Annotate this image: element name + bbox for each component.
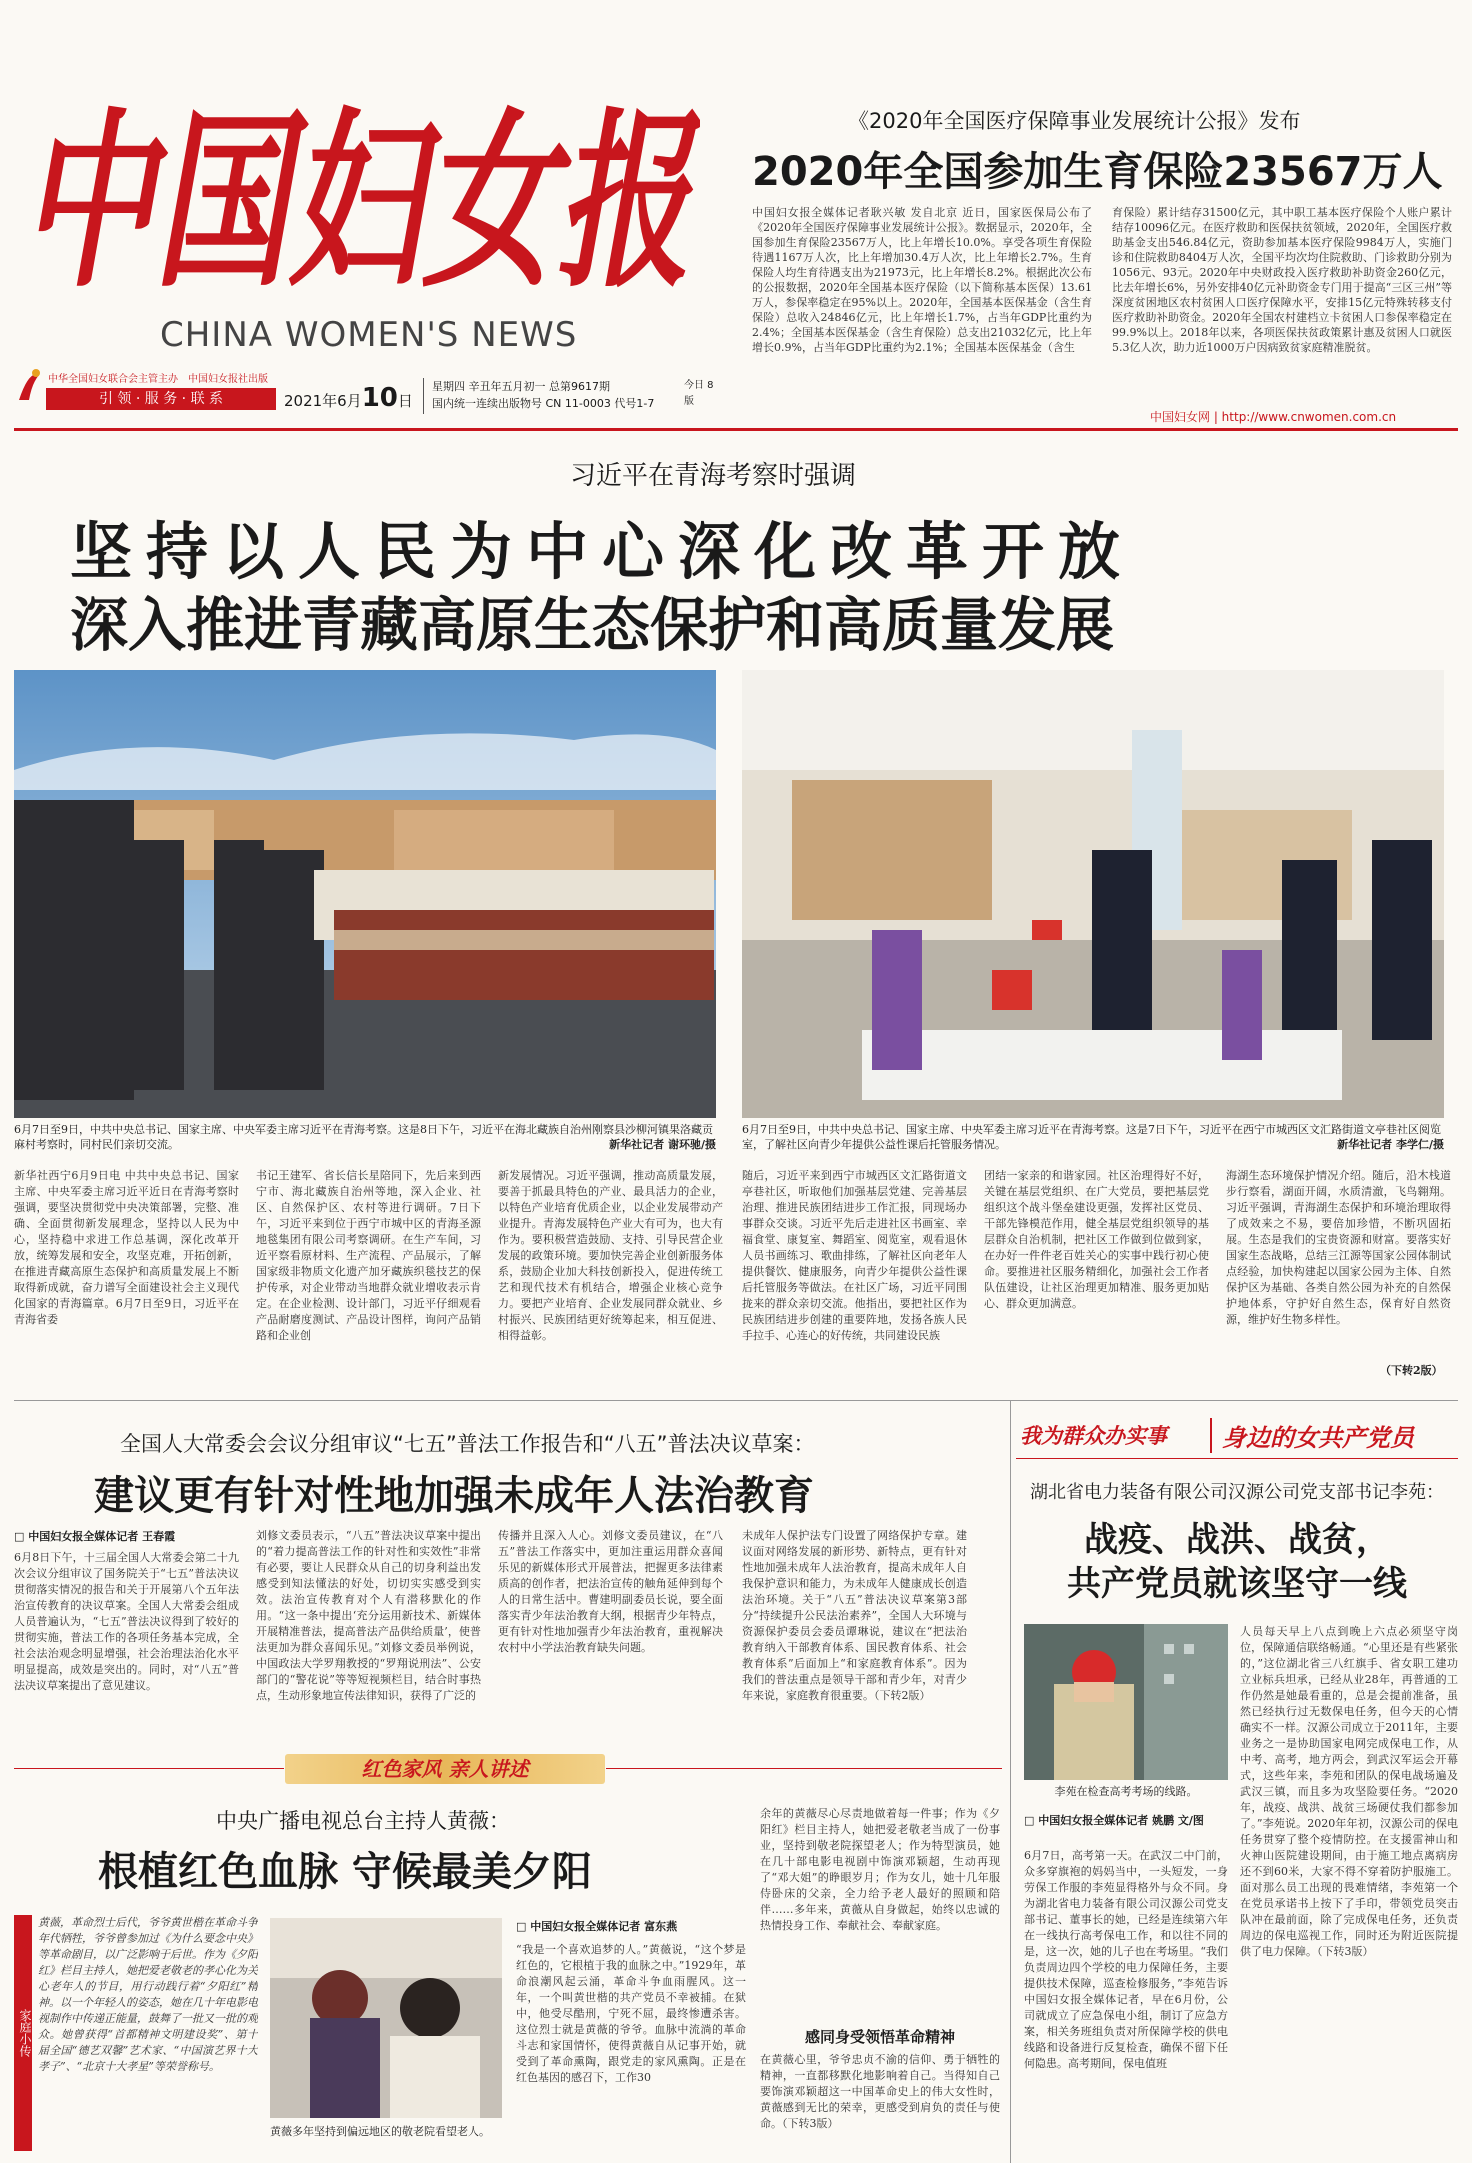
divider (14, 1400, 1458, 1401)
law-body-2: 刘修文委员表示，“八五”普法决议草案中提出的“着力提高普法工作的针对性和实效性”非常有必要，要让人民群众从自己的切身利益出发感受到知法懂法的好处，切切实实感受到实效。法治宣传教育对个人有潜移默化的作用。“这一条中提出‘充分运用新技术、新媒体开展精准普法，提高普法产品供给质量’，使普法更加为群众喜闻乐见。”刘修文委员举例说，中国政法大学罗翔教授的“罗翔说刑法”、公安部门的“警花说”等等短视频栏目，结合时事热点，生动形象地宣传法律知识，获得了广泛的 (256, 1529, 481, 1702)
party-body-1: 6月7日，高考第一天。在武汉二中门前，众多穿旗袍的妈妈当中，一头短发，一身劳保工作服的李苑显得格外与众不同。身为湖北省电力装备有限公司汉源公司党支部书记、董事长的她，已经是连续第六年在一线执行高考保电工作，和以往不同的是，这一次，她的儿子也在考场里。“我们负责周边四个学校的电力保障任务，主要提供技术保障，巡查检修服务，”李苑告诉中国妇女报全媒体记者，早在6月份，公司就成立了应急保电小组，制订了应急方案，相关务班组负责对所保障学校的供电线路和设备进行反复检查，确保不留下任何隐患。高考期间，保电值班 (1024, 1849, 1228, 2070)
red-photo (270, 1918, 502, 2118)
lead-body-2: 书记王建军、省长信长星陪同下，先后来到西宁市、海北藏族自治州等地，深入企业、社区、自然保护区、农村等进行调研。7日下午，习近平来到位于西宁市城中区的青海圣源地毯集团有限公司考察调研。在生产车间，习近平察看原材料、生产流程、产品展示，了解国家级非物质文化遗产加牙藏族织毯技艺的保护传承，对企业带动当地群众就业增收表示肯定。在企业检测、设计部门，习近平仔细观看产品耐磨度测试、产品设计图样，询问产品销路和企业创 (256, 1169, 481, 1342)
party-headline-2: 共产党员就该坚守一线 (1067, 1564, 1407, 1604)
law-kicker: 全国人大常委会会议分组审议“七五”普法工作报告和“八五”普法决议草案： (120, 1432, 815, 1456)
law-body-1: 6月8日下午，十三届全国人大常委会第二十九次会议分组审议了国务院关于“七五”普法决议贯彻落实情况的报告和关于开展第八个五年法治宣传教育的决议草案。全国人大常委会组成人员普遍认为，“七五”普法决议得到了较好的贯彻实施，普法工作的各项任务基本完成，全社会法治观念明显增强，社会治理法治化水平明显提高，成效是突出的。同时，对“八五”普法决议草案提出了意见建议。 (14, 1551, 239, 1692)
red-banner (285, 1754, 605, 1784)
lead-body-5: 团结一家亲的和谐家园。社区治理得好不好，关键在基层党组织、在广大党员，要把基层党组织这个战斗堡垒建设更强，发挥社区党员、干部先锋模范作用，健全基层党组织领导的基层群众自治机制，把社区工作做到位做到家，在办好一件件老百姓关心的实事中践行初心使命。要推进社区服务精细化，加强社会工作者队伍建设，让社区治理更加精准、服务更加贴心、群众更加满意。 (984, 1169, 1209, 1310)
lead-body-3: 新发展情况。习近平强调，推动高质量发展，要善于抓最具特色的产业、最具活力的企业，以特色产业培育优质企业，以企业发展带动产业提升。青海发展特色产业大有可为，也大有作为。要积极营造鼓励、支持、引导民营企业发展的政策环境。要加快完善企业创新服务体系，鼓励企业加大科技创新投入，促进传统工艺和现代技术有机结合，增强企业核心竞争力。要把产业培育、企业发展同群众就业、乡村振兴、民族团结更好统筹起来，相互促进、相得益彰。 (498, 1169, 723, 1342)
law-body-3: 传播并且深入人心。刘修文委员建议，在“八五”普法工作落实中，更加注重运用群众喜闻乐见的新媒体形式开展普法，把握更多法律素质高的创作者，把法治宣传的触角延伸到每个人的日常生活中。曹建明副委员长说，要全面落实青少年法治教育大纲，根据青少年特点，更有针对性地加强青少年法治教育，重视解决农村中小学法治教育缺失问题。 (498, 1529, 723, 1654)
lead-photo-1-caption: 6月7日至9日，中共中央总书记、国家主席、中央军委主席习近平在青海考察。这是8日下午，习近平在海北藏族自治州刚察县沙柳河镇果洛藏贡麻村考察时，同村民们亲切交流。 新华社记者 谢环驰/摄 (14, 1123, 716, 1151)
lead-headline-1: 坚持以人民为中心深化改革开放 (70, 515, 1135, 588)
red-photo-caption: 黄薇多年坚持到偏远地区的敬老院看望老人。 (270, 2125, 490, 2138)
lead-continued: （下转2版） (1380, 1364, 1443, 1377)
lead-photo-1 (14, 670, 716, 1118)
masthead-slogan: 引 领 · 服 务 · 联 系 (46, 388, 276, 410)
lead-body-4: 随后，习近平来到西宁市城西区文汇路街道文亭巷社区，听取他们加强基层党建、完善基层治理、推进民族团结进步工作汇报，同现场办事群众交谈。习近平先后走进社区书画室、幸福食堂、康复室、舞蹈室、阅览室，观看退休人员书画练习、歌曲排练，了解社区向老年人提供餐饮、健康服务，向青少年提供公益性课后托管服务等做法。在社区广场，习近平同围拢来的群众亲切交流。他指出，要把社区作为民族团结进步创建的重要阵地，发扬各族人民手拉手、心连心的好传统，共同建设民族 (742, 1169, 967, 1342)
party-banner-left: 我为群众办实事 (1020, 1423, 1167, 1448)
red-banner-text: 红色家风 亲人讲述 (361, 1757, 529, 1781)
red-body-3: 在黄薇心里，爷爷忠贞不渝的信仰、勇于牺牲的精神，一直都移默化地影响着自己。当得知自己要饰演邓颖超这一中国革命史上的伟大女性时，黄薇感到无比的荣幸，更感受到肩负的责任与使命。（下转3版） (760, 2053, 1000, 2130)
party-kicker: 湖北省电力装备有限公司汉源公司党支部书记李苑： (1030, 1482, 1444, 1503)
masthead-org: 中华全国妇女联合会主管主办 中国妇女报社出版 (48, 374, 268, 385)
party-banner-right: 身边的女共产党员 (1210, 1418, 1414, 1453)
masthead-logo (20, 68, 700, 328)
issue-info: 星期四 辛丑年五月初一 总第9617期 国内统一连续出版物号 CN 11-0003 代号1-7 (432, 380, 655, 410)
column-rule (1010, 1400, 1011, 2163)
red-kicker: 中央广播电视总台主持人黄薇： (216, 1809, 510, 1833)
red-body-1: “我是一个喜欢追梦的人。”黄薇说，“这个梦是红色的，它根植于我的血脉之中。”1929年，革命浪潮风起云涌，革命斗争血雨腥风。这一年，一个叫黄世楷的共产党员不幸被捕。在狱中，他受尽酷刑，宁死不屈，最终惨遭杀害。这位烈士就是黄薇的爷爷。血脉中流淌的革命斗志和家国情怀，使得黄薇自从记事开始，就受到了革命熏陶，跟党走的家风熏陶。正是在红色基因的感召下，工作30 (516, 1943, 746, 2084)
lead-headline-2: 深入推进青藏高原生态保护和高质量发展 (70, 591, 1115, 659)
lead-photo-2 (742, 670, 1444, 1118)
top-col-2: 育保险）累计结存31500亿元，其中职工基本医疗保险个人账户累计结存10096亿元。在医疗救助和医保扶贫领域，2020年，全国医疗救助基金支出546.84亿元，资助参加基本医疗保险9984万人，实施门诊和住院救助8404万人次，全国平均次均住院救助、门诊救助分别为1056元、93元。2020年中央财政投入医疗救助补助资金260亿元，比去年增长6%，另外安排40亿元补助资金专门用于提高“三区三州”等深度贫困地区农村贫困人口医疗保障水平，安排15亿元特殊转移支付医疗救助补助资金。2020年全国农村建档立卡贫困人口参保率稳定在99.9%以上。2018年以来，各项医保扶贫政策累计惠及贫困人口就医5.3亿人次，助力近1000万户因病致贫家庭精准脱贫。 (1112, 206, 1452, 354)
law-body-4: 未成年人保护法专门设置了网络保护专章。建议面对网络发展的新形势、新特点，更有针对性地加强未成年人法治教育，提高未成年人自我保护意识和能力，为未成年人健康成长创造法治环境。关于“八五”普法决议草案第3部分“持续提升公民法治素养”，全国人大环境与资源保护委员会委员谭琳说，建议在“把法治教育纳入干部教育体系、国民教育体系、社会教育体系”后面加上“和家庭教育体系”。因为我们的普法重点是领导干部和青少年，对青少年来说，家庭教育很重要。（下转2版） (742, 1529, 967, 1702)
family-bio: 黄薇，革命烈士后代，爷爷黄世楷在革命斗争年代牺牲，爷爷曾参加过《为什么要念中央》等革命剧目，以广泛影响于后世。作为《夕阳红》栏目主持人，她把爱老敬老的孝心化为关心老年人的节目，用行动践行着“夕阳红”精神。以一个年轻人的姿态，她在几十年电影电视制作中传递正能量，鼓舞了一批又一批的观众。她曾获得“首都精神文明建设奖”、第十届全国“德艺双馨”艺术家、“中国演艺界十大孝子”、“北京十大孝星”等荣誉称号。 (38, 1916, 258, 2073)
family-bio-label: 家庭小传 (14, 1915, 32, 2151)
party-photo-caption: 李苑在检查高考考场的线路。 (1054, 1785, 1198, 1798)
top-headline: 2020年全国参加生育保险23567万人 (752, 149, 1443, 195)
top-col-1: 中国妇女报全媒体记者耿兴敏 发自北京 近日，国家医保局公布了《2020年全国医疗保障事业发展统计公报》。数据显示，2020年，全国参加生育保险23567万人，比上年增长10.0%。享受各项生育保险待遇1167万人次，比上年增加30.4万人次，比上年增长2.7%。生育保险人均生育待遇支出为21973元，比上年增长8.2%。根据此次公布的公报数据，2020年全国基本医疗保险（以下简称基本医保）13.61万人，参保率稳定在95%以上。2020年，全国基本医保基金（含生育保险）总收入24846亿元，比上年增长1.7%，占当年GDP比重约为2.4%；全国基本医保基金（含生育保险）总支出21032亿元，比上年增长0.9%，占当年GDP比重约为2.1%；全国基本医保基金（含生 (752, 206, 1092, 354)
lead-body-6: 海湖生态环境保护情况介绍。随后，沿木栈道步行察看，湖面开阔，水质清澈，飞鸟翱翔。习近平强调，青海湖生态保护和环境治理取得了成效来之不易，要倍加珍惜，不断巩固拓展。生态是我们的宝贵资源和财富。要落实好国家生态战略，总结三江源等国家公园体制试点经验，加快构建起以国家公园为主体、自然保护区为基础、各类自然公园为补充的自然保护地体系，守护好自然生态，保育好自然资源，维护好生物多样性。 (1226, 1169, 1451, 1326)
law-byline: □ 中国妇女报全媒体记者 王春霞 (14, 1530, 176, 1543)
logo-icon (14, 365, 44, 405)
masthead-calligraphy (20, 68, 700, 308)
masthead-english: CHINA WOMEN'S NEWS (160, 315, 578, 355)
lead-photo-2-caption: 6月7日至9日，中共中央总书记、国家主席、中央军委主席习近平在青海考察。这是7日下午，习近平在西宁市城西区文汇路街道文亭巷社区阅览室，了解社区向青少年提供公益性课后托管服务情况。 新华社记者 李学仁/摄 (742, 1123, 1444, 1151)
issue-date: 2021年6月10日 (284, 383, 413, 413)
party-byline: □ 中国妇女报全媒体记者 姚鹏 文/图 (1024, 1814, 1204, 1827)
party-body-2: 人员每天早上八点到晚上六点必须坚守岗位，保障通信联络畅通。“心里还是有些紧张的，”这位湖北省三八红旗手、省女职工建功立业标兵坦承，已经从业28年，再普通的工作仍然是她最看重的，总是会提前准备，虽然已经执行过无数保电任务，但今天的心情确实不一样。汉源公司成立于2011年，主要业务之一是协助国家电网完成保电工作，从中考、高考，地方两会，到武汉军运会开幕式，这些年来，李苑和团队的保电战场遍及武汉三镇，而且多为攻坚险要任务。“2020年，战疫、战洪、战贫三场硬仗我们都参加了。”李苑说。2020年年初，汉源公司的保电任务贯穿了整个疫情防控。在支援雷神山和火神山医院建设期间，由于施工地点离病房还不到60米，大家不得不穿着防护服施工。面对那么员工出现的畏难情绪，李苑第一个在党员承诺书上按下了手印，带领党员突击队冲在最前面，除了完成保电任务，还负责周边的保电巡视工作，同时还为附近医院提供了电力保障。（下转3版） (1240, 1625, 1458, 1958)
law-headline: 建议更有针对性地加强未成年人法治教育 (94, 1473, 814, 1519)
svg-text:中国妇女报: 中国妇女报 (20, 90, 700, 308)
party-headline-1: 战疫、战洪、战贫， (1084, 1520, 1390, 1560)
party-photo (1024, 1624, 1228, 1780)
lead-kicker: 习近平在青海考察时强调 (570, 461, 857, 491)
top-kicker: 《2020年全国医疗保障事业发展统计公报》发布 (848, 109, 1301, 133)
red-subhead: 感同身受领悟革命精神 (804, 2028, 955, 2046)
red-body-2: 余年的黄薇尽心尽责地做着每一件事；作为《夕阳红》栏目主持人，她把爱老敬老当成了一份事业，坚持到敬老院探望老人；作为特型演员，她在几十部电影电视剧中饰演邓颖超，生动再现了“邓大姐”的睁眼岁月；作为女儿，她十几年服侍卧床的父亲，全力给予老人最好的照顾和陪伴……多年来，黄薇从自身做起，始终以忠诚的热情投身工作、奉献社会、奉献家庭。 (760, 1807, 1000, 1932)
divider (14, 428, 1458, 431)
pages-count: 今日 8版 (684, 380, 714, 407)
website-link[interactable]: 中国妇女网 | http://www.cnwomen.com.cn (1150, 410, 1397, 424)
lead-body-1: 新华社西宁6月9日电 中共中央总书记、国家主席、中央军委主席习近平近日在青海考察时强调，要坚决贯彻党中央决策部署，完整、准确、全面贯彻新发展理念，坚持以人民为中心，坚持稳中求进工作总基调，深化改革开放，统筹发展和安全，攻坚克难，开拓创新，在推进青藏高原生态保护和高质量发展上不断取得新成就，奋力谱写全面建设社会主义现代化国家的青海篇章。6月7日至9日，习近平在青海省委 (14, 1169, 239, 1326)
red-headline: 根植红色血脉 守候最美夕阳 (98, 1849, 592, 1895)
party-banner (1016, 1412, 1458, 1456)
red-byline: □ 中国妇女报全媒体记者 富东燕 (516, 1920, 678, 1933)
